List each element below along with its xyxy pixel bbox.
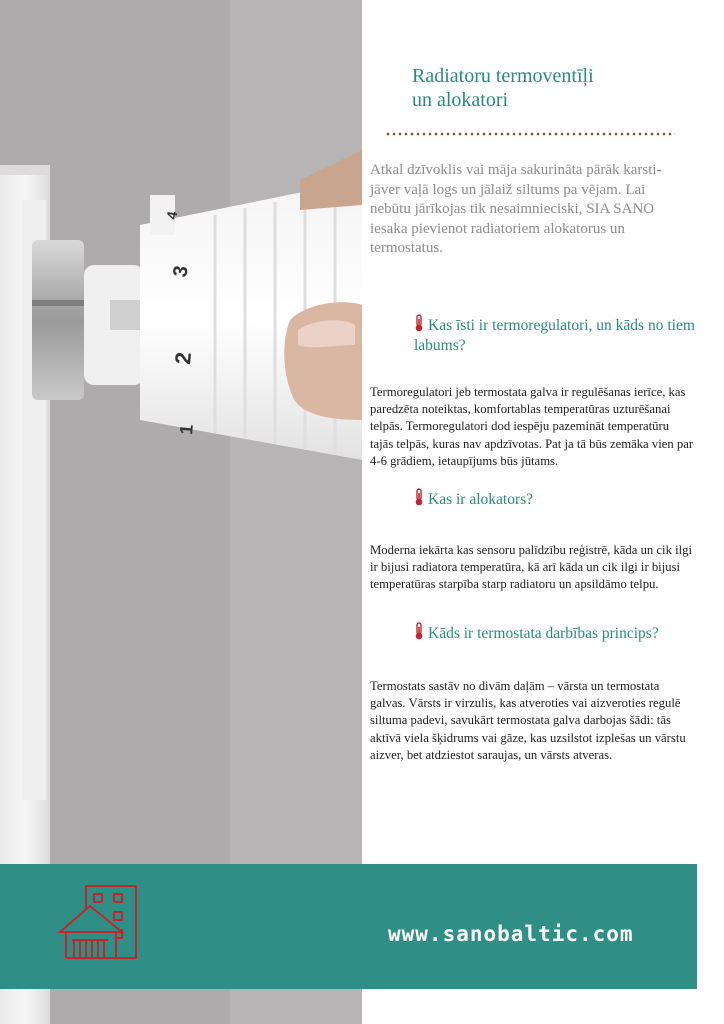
page-title-line2: un alokatori: [412, 89, 509, 111]
dial-number-3: 3: [169, 264, 193, 279]
dial-number-4: 4: [163, 210, 181, 221]
dotted-divider: [385, 132, 675, 136]
house-building-logo: [56, 884, 146, 960]
page-title: [412, 64, 702, 112]
page-title-line1: Radiatoru termoventīļi: [412, 65, 594, 87]
answer-paragraph-2: Moderna iekārta kas sensoru palīdzību reģistrē, kāda un cik ilgi ir bijusi radiatora temperatūra, kā arī kāda un cik ilgi ir bijusi temperatūras starpība starp radiatoru un apsildāmo telpu.: [370, 543, 693, 592]
website-url[interactable]: www.sanobaltic.com: [388, 922, 634, 946]
footer-band: [0, 864, 697, 989]
question-heading-3: [414, 622, 714, 644]
question-heading-1: [414, 314, 704, 356]
thermometer-icon: [414, 488, 424, 506]
question-heading-2: [414, 488, 704, 510]
question-text-1: Kas īsti ir termoregulatori, un kāds no tiem labums?: [414, 317, 695, 354]
valve-nut: [32, 240, 84, 400]
answer-paragraph-3: Termostats sastāv no divām daļām – vārsta un termostata galvas. Vārsts ir virzulis, kas atveroties vai aizveroties regulē siltuma padevi, savukārt termostata galva darbojas šādi: tās aktīvā viela šķidrums vai gāze, kas uzsilstot izplešas un vārstu aizver, bet atdziestot saraujas, un vārsts atveras.: [370, 679, 686, 762]
answer-paragraph-1: Termoregulatori jeb termostata galva ir regulēšanas ierīce, kas paredzēta noteiktas, komfortablas temperatūras uzturēšanai telpās. Termoregulatori dod iespēju pazemināt temperatūru tajās telpās, kuras nav apdzīvotas. Pat ja tā būs zemāka vien par 4-6 grādiem, ietaupījums būs jūtams.: [370, 385, 694, 468]
intro-paragraph: Atkal dzīvoklis vai māja sakurināta pārāk karsti-jāver vaļā logs un jālaiž siltums pa vējam. Lai nebūtu jārīkojas tik nesaimnieciski, SIA SANO iesaka pievienot radiatoriem alokatorus un termostatus.: [370, 162, 662, 256]
dial-number-1: 1: [176, 423, 197, 436]
dial-number-2: 2: [170, 351, 197, 366]
question-text-3: Kāds ir termostata darbības princips?: [428, 625, 659, 642]
thermometer-icon: [414, 622, 424, 640]
thermometer-icon: [414, 314, 424, 332]
question-text-2: Kas ir alokators?: [428, 491, 534, 508]
